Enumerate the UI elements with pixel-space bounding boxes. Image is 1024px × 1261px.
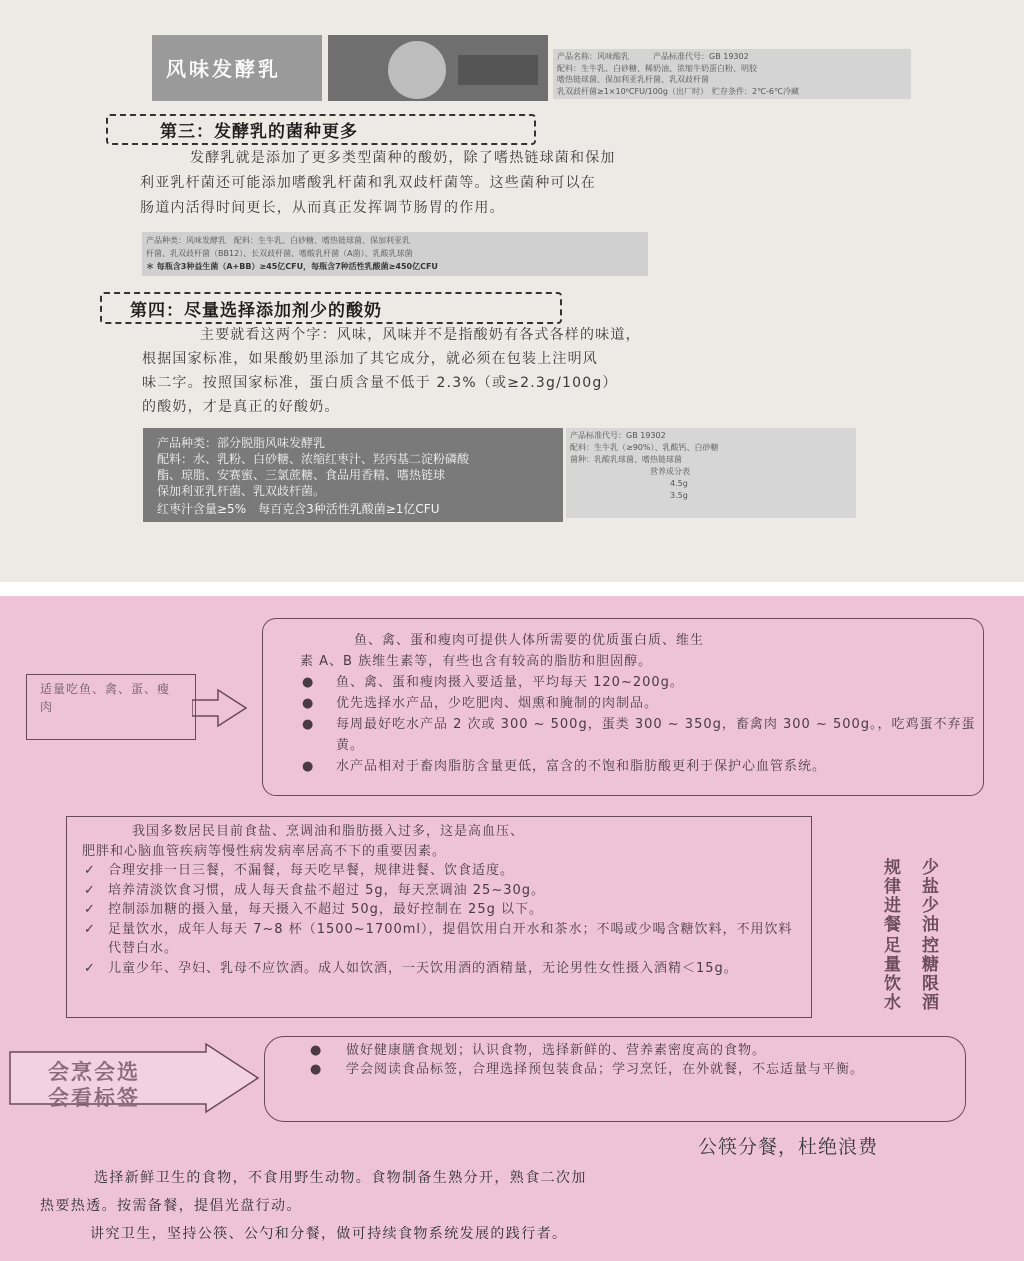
intro-line: 肥胖和心脑血管疾病等慢性病发病率居高不下的重要因素。 bbox=[82, 843, 447, 859]
item-text: 学会阅读食品标签，合理选择预包装食品；学习烹饪，在外就餐，不忘适量与平衡。 bbox=[346, 1061, 865, 1077]
ingredient-line: 红枣汁含量≥5% 每百克含3种活性乳酸菌≥1亿CFU bbox=[157, 502, 440, 516]
nutrition-line: 产品标准代号：GB 19302 bbox=[570, 431, 666, 440]
item-text: 控制添加糖的摄入量，每天摄入不超过 50g，最好控制在 25g 以下。 bbox=[108, 902, 543, 917]
section-4-body bbox=[142, 323, 902, 419]
strip-line: 杆菌、乳双歧杆菌（BB12）、长双歧杆菌、嗜酸乳杆菌（A菌）、乳酸乳球菌 bbox=[146, 249, 413, 258]
bullet-icon: ● bbox=[310, 1061, 323, 1077]
side-label-sugar-alcohol: 控糖限酒 bbox=[918, 936, 938, 1012]
closing-line: 讲究卫生，坚持公筷、公勺和分餐，做可持续食物系统发展的践行者。 bbox=[90, 1226, 568, 1242]
label-line: 嗜热链球菌、保加利亚乳杆菌、乳双歧杆菌 bbox=[557, 75, 709, 84]
bullet-item bbox=[300, 672, 980, 693]
label-line: 配料：生牛乳、白砂糖、稀奶油、浓缩牛奶蛋白粉、明胶 bbox=[557, 63, 757, 73]
label-line: 产品名称：风味酸乳 产品标准代号：GB 19302 bbox=[557, 52, 749, 61]
top-page bbox=[0, 0, 1024, 582]
bullet-icon: ● bbox=[302, 759, 315, 774]
ingredient-strip bbox=[142, 232, 648, 276]
arrow-icon bbox=[192, 688, 248, 728]
bottom-page bbox=[0, 596, 1024, 1261]
nutrition-line: 4.5g bbox=[670, 479, 688, 488]
item-text: 做好健康膳食规划；认识食物，选择新鲜的、营养素密度高的食物。 bbox=[346, 1043, 767, 1058]
side-label-drink-water: 足量饮水 bbox=[880, 936, 900, 1012]
intro-line: 我国多数居民目前食盐、烹调油和脂肪摄入过多，这是高血压、 bbox=[132, 824, 525, 839]
nutrition-line: 配料：生牛乳（≥90%）、乳酸钙、白砂糖 bbox=[570, 443, 719, 452]
side-label-regular-meals: 规律进餐 bbox=[880, 858, 900, 934]
ingredient-line: 产品种类：部分脱脂风味发酵乳 bbox=[157, 436, 326, 450]
bullet-icon: ● bbox=[302, 717, 315, 732]
ingredient-line: 酯、琼脂、安赛蜜、三氯蔗糖、食品用香精、嗜热链球 bbox=[157, 468, 446, 482]
closing-line: 热要热透。按需备餐，提倡光盘行动。 bbox=[40, 1198, 302, 1214]
healthy-planning-content bbox=[308, 1042, 948, 1079]
label-line: 乳双歧杆菌≥1×10⁶CFU/100g（出厂时） 贮存条件：2℃-6℃冷藏 bbox=[557, 86, 800, 96]
bullet-item bbox=[308, 1061, 948, 1080]
bullet-icon: ● bbox=[302, 696, 315, 711]
ingredient-label-photo bbox=[143, 428, 563, 522]
fish-poultry-content bbox=[300, 630, 980, 777]
package-photo-1 bbox=[152, 35, 322, 101]
ingredient-line: 保加利亚乳杆菌、乳双歧杆菌。 bbox=[157, 484, 326, 498]
side-label-salt-oil: 少盐少油 bbox=[918, 858, 938, 934]
bullet-item bbox=[300, 756, 980, 777]
section-3-title: 第三：发酵乳的菌种更多 bbox=[160, 122, 358, 142]
nutrition-label-photo bbox=[566, 428, 856, 518]
nutrition-line: 3.5g bbox=[670, 491, 688, 500]
intro-line: 素 A、B 族维生素等，有些也含有较高的脂肪和胆固醇。 bbox=[300, 654, 653, 669]
bottle-shape bbox=[388, 41, 446, 99]
check-icon: ✓ bbox=[84, 902, 96, 917]
closing-text bbox=[40, 1164, 980, 1248]
bullet-item bbox=[300, 693, 980, 714]
check-item bbox=[82, 959, 796, 979]
item-text: 水产品相对于畜肉脂肪含量更低，富含的不饱和脂肪酸更利于保护心血管系统。 bbox=[336, 759, 827, 774]
ingredient-line: 配料：水、乳粉、白砂糖、浓缩红枣汁、羟丙基二淀粉磷酸 bbox=[157, 452, 470, 466]
body-line: 利亚乳杆菌还可能添加嗜酸乳杆菌和乳双歧杆菌等。这些菌种可以在 bbox=[140, 175, 596, 191]
check-item bbox=[82, 900, 796, 920]
cook-label-line-1: 会烹会选 bbox=[48, 1060, 140, 1084]
bullet-icon: ● bbox=[302, 675, 315, 690]
section-3-body bbox=[140, 146, 900, 221]
item-text: 儿童少年、孕妇、乳母不应饮酒。成人如饮酒，一天饮用酒的酒精量，无论男性女性摄入酒精＜15g。 bbox=[108, 960, 738, 976]
closing-line: 选择新鲜卫生的食物，不食用野生动物。食物制备生熟分开，熟食二次加 bbox=[94, 1170, 587, 1186]
nutrition-line: 营养成分表 bbox=[650, 467, 690, 476]
nutrition-line: 菌种：乳酸乳球菌、嗜热链球菌 bbox=[570, 455, 682, 464]
meat-fish-label: 适量吃鱼、禽、蛋、瘦肉 bbox=[40, 682, 171, 714]
body-line: 肠道内活得时间更长，从而真正发挥调节肠胃的作用。 bbox=[140, 200, 505, 216]
strip-line: 产品种类：风味发酵乳 配料：生牛乳、白砂糖、嗜热链球菌、保加利亚乳 bbox=[146, 236, 410, 245]
check-icon: ✓ bbox=[84, 921, 96, 937]
bottle-label bbox=[458, 55, 538, 85]
package-photo-2 bbox=[328, 35, 548, 101]
chopsticks-heading: 公筷分餐，杜绝浪费 bbox=[698, 1136, 879, 1158]
check-icon: ✓ bbox=[84, 960, 96, 976]
check-item bbox=[82, 881, 796, 901]
bullet-icon: ● bbox=[310, 1043, 323, 1058]
check-icon: ✓ bbox=[84, 863, 96, 878]
item-text: 足量饮水，成年人每天 7~8 杯（1500~1700ml），提倡饮用白开水和茶水；不喝或少喝含糖饮料，不用饮料代替白水。 bbox=[108, 921, 793, 956]
body-line: 根据国家标准，如果酸奶里添加了其它成分，就必须在包装上注明风 bbox=[142, 351, 598, 367]
salt-oil-content bbox=[82, 822, 796, 978]
item-text: 鱼、禽、蛋和瘦肉摄入要适量，平均每天 120~200g。 bbox=[336, 675, 684, 690]
intro-line: 鱼、禽、蛋和瘦肉可提供人体所需要的优质蛋白质、维生 bbox=[354, 633, 705, 648]
package-photo-1-text: 风味发酵乳 bbox=[166, 57, 281, 81]
strip-line: ＊ 每瓶含3种益生菌（A+BB）≥45亿CFU，每瓶含7种活性乳酸菌≥450亿CFU bbox=[146, 262, 438, 271]
body-line: 发酵乳就是添加了更多类型菌种的酸奶，除了嗜热链球菌和保加 bbox=[190, 150, 616, 166]
item-text: 优先选择水产品，少吃肥肉、烟熏和腌制的肉制品。 bbox=[336, 696, 659, 711]
item-text: 培养清淡饮食习惯，成人每天食盐不超过 5g，每天烹调油 25~30g。 bbox=[108, 882, 546, 898]
package-label-text bbox=[553, 49, 911, 99]
check-item bbox=[82, 861, 796, 881]
body-line: 主要就看这两个字：风味，风味并不是指酸奶有各式各样的味道， bbox=[200, 327, 641, 343]
check-item bbox=[82, 920, 796, 959]
cook-label-line-2: 会看标签 bbox=[48, 1086, 140, 1110]
bullet-item bbox=[308, 1042, 948, 1061]
item-text: 每周最好吃水产品 2 次或 300 ~ 500g，蛋类 300 ~ 350g，畜禽肉 300 ~ 500g。，吃鸡蛋不弃蛋黄。 bbox=[336, 717, 976, 753]
check-icon: ✓ bbox=[84, 882, 96, 898]
item-text: 合理安排一日三餐，不漏餐，每天吃早餐，规律进餐、饮食适度。 bbox=[108, 863, 515, 878]
body-line: 的酸奶，才是真正的好酸奶。 bbox=[142, 399, 340, 415]
body-line: 味二字。按照国家标准，蛋白质含量不低于 2.3%（或≥2.3g/100g） bbox=[142, 375, 618, 391]
bullet-item bbox=[300, 714, 980, 756]
section-4-title: 第四：尽量选择添加剂少的酸奶 bbox=[130, 301, 382, 321]
